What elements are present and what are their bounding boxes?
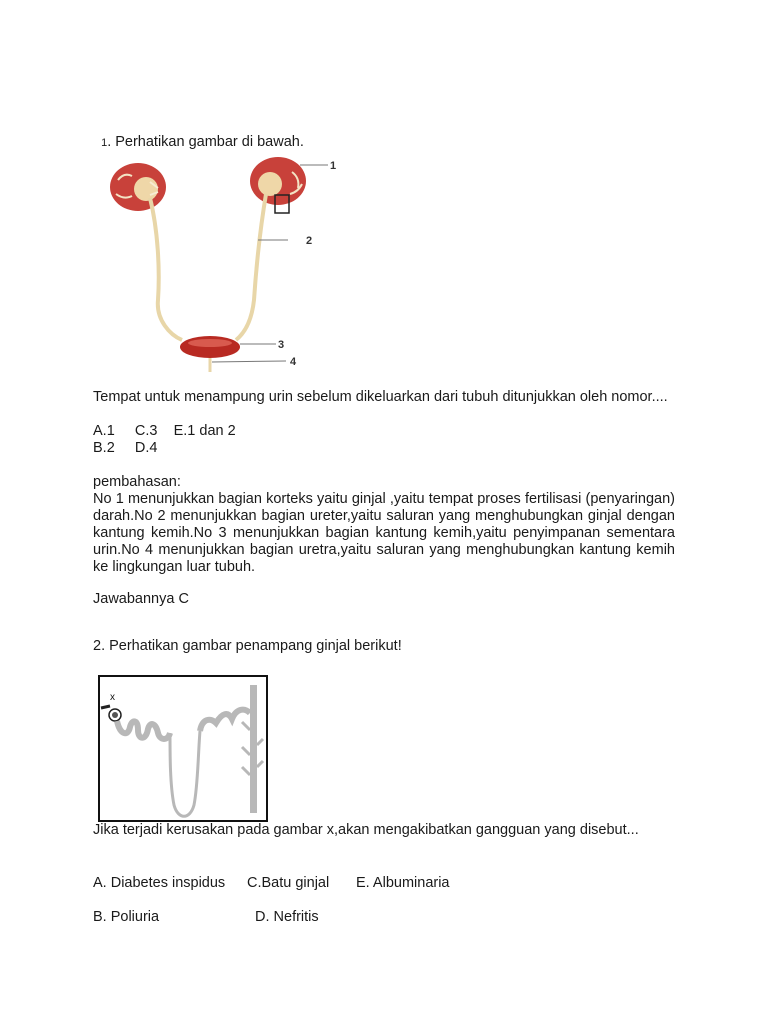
option-b: B. Poliuria — [93, 909, 160, 925]
right-ureter — [236, 194, 266, 340]
right-kidney — [250, 157, 306, 213]
urinary-system-figure — [100, 150, 360, 375]
question-1-heading — [93, 117, 304, 152]
left-ureter — [150, 198, 182, 340]
question-1-options-row-1: A.1 C.3 E.1 dan 2 — [93, 423, 236, 439]
option-e: E. Albuminaria — [356, 875, 450, 891]
figure-label-3: 3 — [278, 339, 285, 351]
figure-label-1: 1 — [330, 160, 337, 172]
figure-label-2: 2 — [306, 235, 313, 247]
discussion-title: pembahasan: — [93, 474, 181, 490]
discussion-text: No 1 menunjukkan bagian korteks yaitu ginjal ,yaitu tempat proses fertilisasi (penyaringan) darah.No 2 menunjukkan bagian ureter,yaitu saluran yang menghubungkan ginjal dengan kantung kemih.No 3 menunjukkan bagian kantung kemih,yaitu penyimpanan sementara urin.No 4 menunjukkan bagian uretra,yaitu saluran yang menghubungkan kantung kemih ke lingkungan luar tubuh. — [93, 491, 675, 575]
question-1-text: Tempat untuk menampung urin sebelum dikeluarkan dari tubuh ditunjukkan oleh nomor.... — [93, 389, 668, 405]
nephron-figure — [98, 675, 268, 822]
question-2-heading: 2. Perhatikan gambar penampang ginjal berikut! — [93, 638, 402, 654]
option-a: A. Diabetes inspidus — [93, 875, 226, 891]
label-x: x — [110, 692, 115, 703]
figure-label-4: 4 — [290, 356, 297, 368]
option-c: C.Batu ginjal — [247, 875, 330, 891]
answer-text: Jawabannya C — [93, 591, 189, 607]
question-1-options-row-2: B.2 D.4 — [93, 440, 158, 456]
left-kidney — [110, 163, 166, 211]
question-1-number: 1 — [101, 137, 108, 149]
option-d: D. Nefritis — [255, 909, 319, 925]
question-1-heading-text: . Perhatikan gambar di bawah. — [107, 134, 304, 150]
question-2-text: Jika terjadi kerusakan pada gambar x,akan mengakibatkan gangguan yang disebut... — [93, 822, 639, 838]
